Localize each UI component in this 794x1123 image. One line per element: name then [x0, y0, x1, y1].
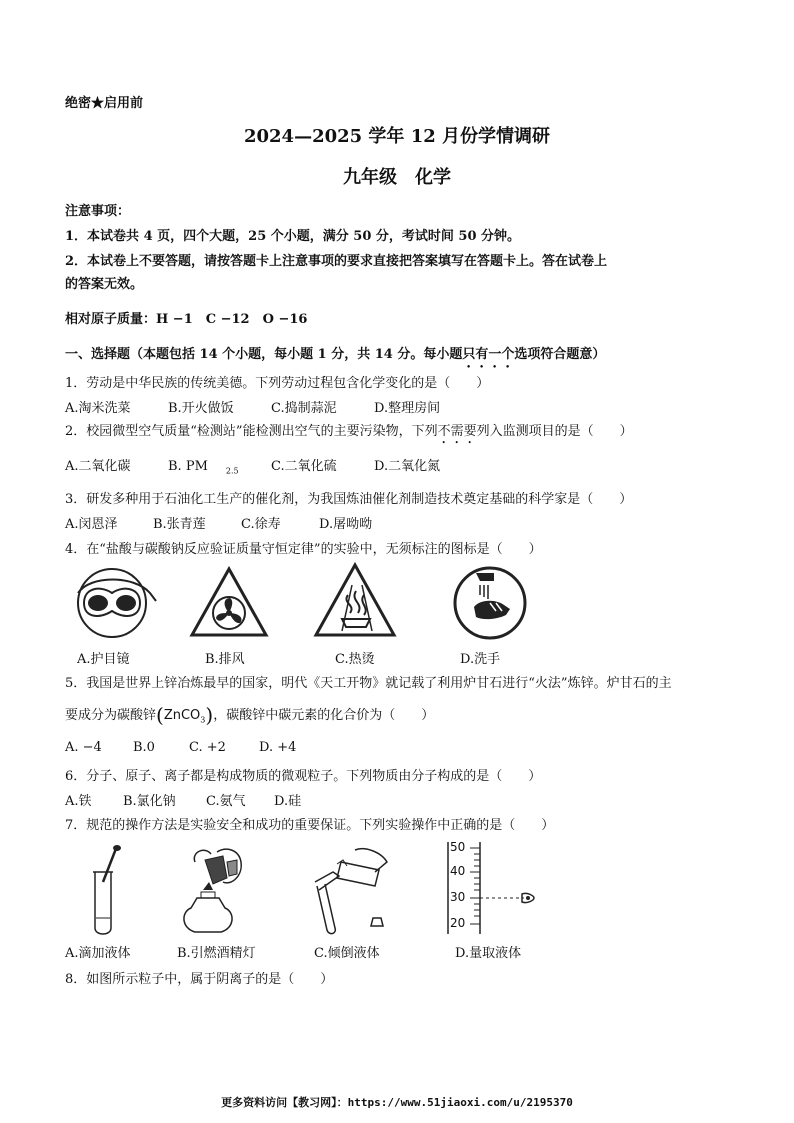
q5-option-a: A. −4	[65, 740, 102, 755]
alcohol-lamp-figure	[165, 842, 255, 938]
q3-option-a: A.闵恩泽	[65, 517, 118, 532]
q7-option-d: D.量取液体	[455, 946, 522, 961]
q6-option-b: B.氯化钠	[123, 794, 176, 809]
q1-option-b: B.开火做饭	[168, 401, 234, 416]
q6-stem: 6．分子、原子、离子都是构成物质的微观粒子。下列物质由分子构成的是（ ）	[65, 769, 542, 784]
q3-option-b: B.张青莲	[153, 517, 206, 532]
notice-item-2b: 的答案无效。	[65, 277, 144, 292]
q5-formula-paren-close: )	[205, 703, 214, 727]
q4-stem: 4．在“盐酸与碳酸钠反应验证质量守恒定律”的实验中，无须标注的图标是（ ）	[65, 542, 542, 557]
q5-option-c: C. +2	[189, 740, 226, 755]
q6-option-a: A.铁	[65, 794, 92, 809]
q2-option-a: A.二氧化碳	[65, 459, 131, 474]
q5-line2	[65, 703, 434, 727]
q7-stem: 7．规范的操作方法是实验安全和成功的重要保证。下列实验操作中正确的是（ ）	[65, 818, 555, 833]
q4-option-d: D.洗手	[460, 652, 501, 667]
section1-heading-post: 选项符合题意）	[514, 347, 606, 362]
q2-option-c: C.二氧化硫	[271, 459, 337, 474]
q7-option-b: B.引燃酒精灯	[177, 946, 256, 961]
q5-line2-pre: 要成分为碳酸锌	[65, 708, 157, 723]
q2-stem	[65, 420, 633, 447]
exam-title: 2024—2025 学年 12 月份学情调研	[243, 126, 551, 147]
q5-line1: 5．我国是世界上锌冶炼最早的国家，明代《天工开物》就记载了利用炉甘石进行“火法”炼锌。炉甘石的主	[65, 676, 672, 691]
section1-heading-pre: 一、选择题（本题包括 14 个小题，每小题 1 分，共 14 分。每小题	[65, 347, 463, 362]
q2-options	[65, 455, 458, 476]
goggles-icon	[70, 563, 160, 643]
q5-formula-sub: 3	[200, 715, 206, 725]
notice-item-2a: 2．本试卷上不要答题，请按答题卡上注意事项的要求直接把答案填写在答题卡上。答在试卷上	[65, 254, 608, 269]
q2-option-b	[168, 459, 253, 476]
q4-option-a: A.护目镜	[77, 652, 130, 667]
q6-option-c: C.氨气	[206, 794, 246, 809]
secret-label: 绝密★启用前	[65, 96, 144, 111]
exam-subtitle: 九年级 化学	[343, 167, 451, 188]
q7-option-c: C.倾倒液体	[314, 946, 380, 961]
handwash-icon	[450, 563, 530, 643]
q3-option-d: D.屠呦呦	[319, 517, 373, 532]
heat-icon	[312, 561, 398, 641]
q2-option-b-sub: 2.5	[225, 466, 239, 476]
q5-options	[65, 740, 314, 755]
q3-stem: 3．研发多种用于石油化工生产的催化剂，为我国炼油催化剂制造技术奠定基础的科学家是（ ）	[65, 492, 633, 507]
cylinder-tick-40: 40	[450, 864, 466, 878]
q2-option-d: D.二氧化氮	[374, 459, 441, 474]
q6-option-d: D.硅	[274, 794, 302, 809]
q5-formula: ZnCO	[163, 708, 201, 723]
q1-options	[65, 397, 458, 416]
q1-option-d: D.整理房间	[374, 401, 441, 416]
q5-line2-post: ，碳酸锌中碳元素的化合价为（ ）	[213, 708, 435, 723]
cylinder-tick-30: 30	[450, 890, 466, 904]
atomic-mass: 相对原子质量：H −1 C −12 O −16	[65, 312, 308, 327]
q2-stem-post: 列入监测项目的是（ ）	[476, 424, 633, 439]
section1-heading	[65, 343, 605, 371]
q4-option-b: B.排风	[205, 652, 245, 667]
q6-options	[65, 790, 319, 809]
pouring-liquid-figure	[295, 842, 405, 938]
q2-option-b-text: B. PM	[168, 459, 208, 474]
q5-formula-paren-open: (	[156, 703, 164, 727]
q1-option-a: A.淘米洗菜	[65, 401, 131, 416]
footer-link[interactable]: 更多资料访问【教习网】：https://www.51jiaoxi.com/u/2195370	[221, 1096, 573, 1109]
notice-heading: 注意事项：	[65, 204, 131, 219]
q3-options	[65, 513, 390, 532]
q3-option-c: C.徐寿	[241, 517, 281, 532]
q4-option-c: C.热烫	[335, 652, 375, 667]
q5-option-d: D. +4	[259, 740, 297, 755]
section1-heading-emph: 只有一个	[462, 347, 515, 362]
q1-option-c: C.捣制蒜泥	[271, 401, 337, 416]
q5-option-b: B.0	[133, 740, 155, 755]
fan-icon	[188, 565, 270, 641]
q7-option-a: A.滴加液体	[65, 946, 131, 961]
cylinder-tick-20: 20	[450, 916, 466, 930]
q2-stem-pre: 2．校园微型空气质量“检测站”能检测出空气的主要污染物，下列	[65, 424, 438, 439]
notice-item-1: 1．本试卷共 4 页，四个大题，25 个小题，满分 50 分，考试时间 50 分钟。	[65, 229, 521, 244]
q2-stem-emph: 不需要	[437, 424, 477, 439]
q1-stem: 1．劳动是中华民族的传统美德。下列劳动过程包含化学变化的是（ ）	[65, 376, 490, 391]
dropper-test-tube-figure	[85, 842, 125, 938]
q8-stem: 8．如图所示粒子中，属于阴离子的是（ ）	[65, 972, 334, 987]
cylinder-tick-50: 50	[450, 840, 466, 854]
